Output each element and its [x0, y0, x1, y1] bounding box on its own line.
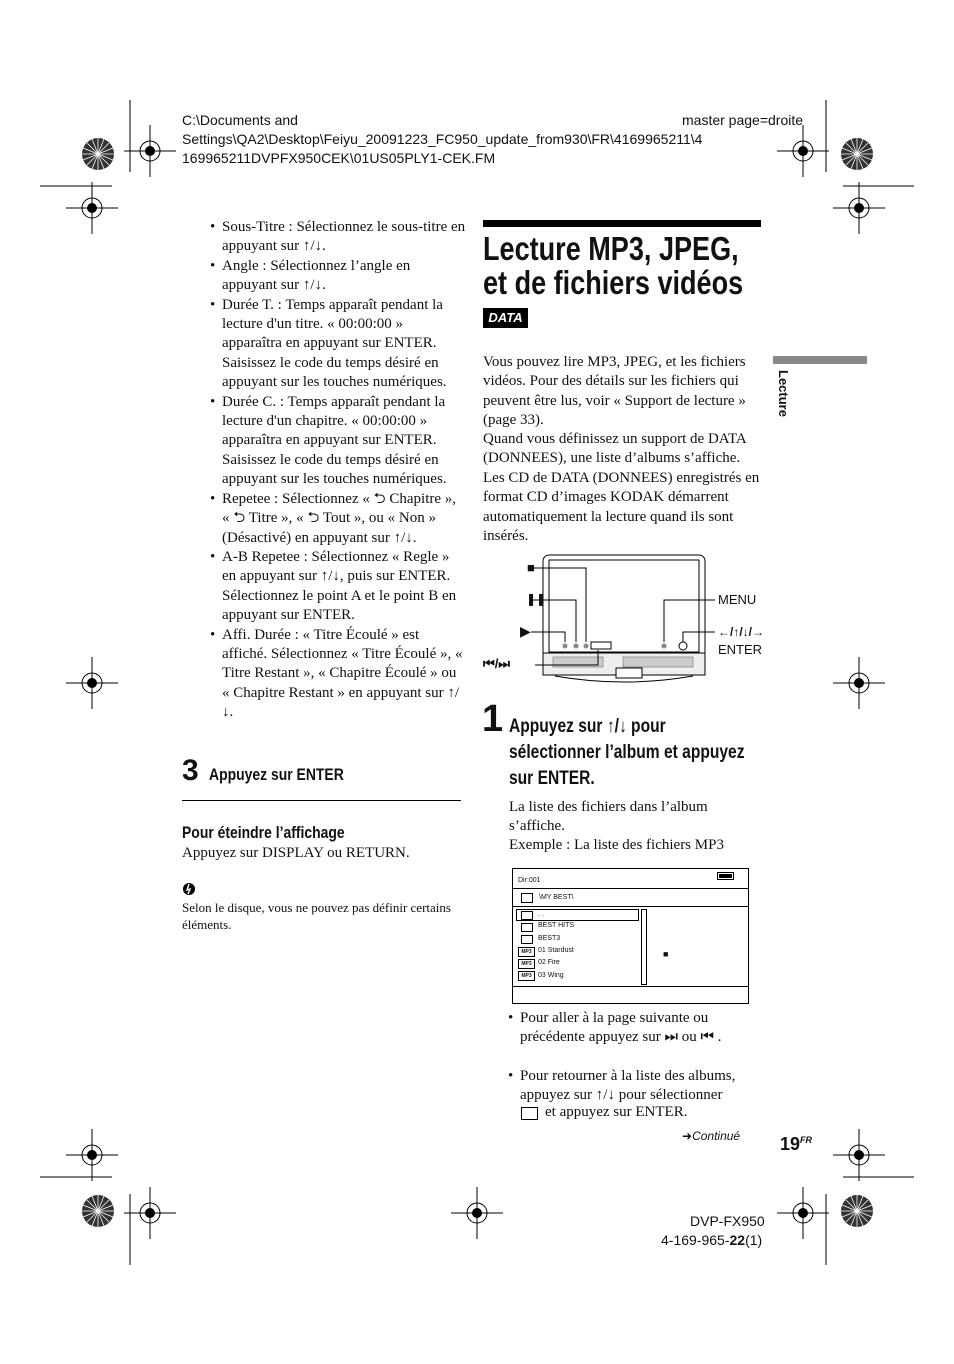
step-1-line3: sur ENTER. [509, 768, 595, 789]
tip-text: Selon le disque, vous ne pouvez pas définir certains éléments. [182, 900, 451, 932]
scrollbar [641, 909, 647, 985]
off-display-text: Appuyez sur DISPLAY ou RETURN. [182, 845, 410, 861]
section-divider [182, 800, 461, 801]
list-item: • Affi. Durée : « Titre Écoulé » est affiché. Sélectionnez « Titre Écoulé », « Titre Restant », « Chapitre Écoulé » ou « Chapitre Restant » en appuyant sur ↑/↓. [204, 626, 466, 723]
list-item: BEST HITS [538, 922, 575, 929]
page-number [780, 1134, 812, 1155]
step-1-number: 1 [482, 698, 504, 740]
folder-icon [521, 935, 533, 944]
dir-label: Dir:001 [518, 877, 541, 884]
tip-icon [183, 882, 195, 896]
title-rule [483, 220, 761, 227]
continued-arrow-icon: ➜ [682, 1129, 693, 1143]
menu-label: MENU [718, 592, 757, 607]
model-number: DVP-FX950 [690, 1213, 765, 1229]
data-badge: DATA [483, 308, 528, 328]
stop-label: ■ [527, 560, 535, 575]
step-1-desc1: La liste des fichiers dans l’album [509, 799, 708, 815]
master-page-label: master page=droite [682, 112, 804, 128]
current-path: \MY BEST\ [539, 894, 574, 901]
intro-paragraph-2: Quand vous définissez un support de DATA (DONNEES), une liste d’albums s’affiche. Les CD de DATA (DONNEES) enregistrés en format CD d’images KODAK démarrent automatiquement la lecture quand ils sont insérés. [483, 431, 760, 545]
list-item: • Durée T. : Temps apparaît pendant la lecture d'un titre. « 00:00:00 » apparaîtra en appuyant sur ENTER. Saisissez le code du temps désiré en appuyant sur les touches numériques. [204, 296, 466, 393]
step-1-line2: sélectionner l’album et appuyez [509, 742, 745, 763]
page-title-line2: et de fichiers vidéos [483, 264, 744, 301]
enter-label: ENTER [718, 642, 763, 657]
off-display-heading: Pour éteindre l’affichage [182, 823, 345, 842]
folder-icon [521, 911, 533, 920]
page-title-line1: Lecture MP3, JPEG, [483, 230, 739, 267]
step-1-desc2: s’affiche. [509, 818, 565, 834]
list-item: • A-B Repetee : Sélectionnez « Regle » en appuyant sur ↑/↓, puis sur ENTER. Sélectionnez le point A et le point B en appuyant sur ENTER. [204, 548, 466, 626]
list-item: • Durée C. : Temps apparaît pendant la lecture d'un chapitre. « 00:00:00 » apparaîtra en appuyant sur ENTER. Saisissez le code du temps désiré en appuyant sur les touches numériques. [204, 393, 466, 490]
disc-type-icon [717, 872, 734, 880]
code-prefix: 4-169-965- [661, 1232, 730, 1248]
settings-bullet-list [204, 218, 466, 723]
list-item: 01 Stardust [538, 947, 574, 954]
mp3-icon: MP3 [518, 971, 535, 981]
folder-icon [521, 893, 533, 903]
step-3-number: 3 [182, 754, 199, 787]
step-3-text: Appuyez sur ENTER [209, 765, 344, 784]
file-path-line3: 169965211DVPFX950CEK\01US05PLY1-CEK.FM [182, 150, 496, 166]
file-path-line2: Settings\QA2\Desktop\Feiyu_20091223_FC950_update_from930\FR\4169965211\4 [182, 131, 703, 147]
step-1-desc3: Exemple : La liste des fichiers MP3 [509, 837, 724, 853]
list-item: . . [538, 911, 544, 918]
page-number-lang: FR [800, 1135, 813, 1145]
play-label: ▶ [520, 623, 531, 639]
list-item: BEST3 [538, 935, 561, 942]
step-1-line1: Appuyez sur ↑/↓ pour [509, 716, 666, 737]
list-item: • Sous-Titre : Sélectionnez le sous-titre en appuyant sur ↑/↓. [204, 218, 466, 257]
intro-paragraph-1: Vous pouvez lire MP3, JPEG, et les fichiers vidéos. Pour des détails sur les fichiers qui peuvent être lus, voir « Support de lecture » (page 33). [483, 354, 746, 429]
folder-icon [521, 923, 533, 932]
side-tab-bar [773, 356, 867, 364]
file-list-screen [512, 868, 749, 1004]
list-item: • Repetee : Sélectionnez « ⮌ Chapitre », « ⮌ Titre », « ⮌ Tout », ou « Non » (Désactivé) en appuyant sur ↑/↓. [204, 490, 466, 548]
continued-text: Continué [692, 1129, 741, 1143]
selection-cursor [516, 909, 639, 921]
parent-folder-icon [521, 1107, 538, 1120]
note-next-page-text: Pour aller à la page suivante ou précédente appuyez sur ⏭ ou ⏮ . [520, 1010, 722, 1046]
code-suffix: (1) [745, 1232, 763, 1248]
note-return-albums: • Pour retourner à la liste des albums, appuyez sur ↑/↓ pour sélectionner [508, 1068, 736, 1104]
stop-indicator: ■ [663, 949, 669, 959]
note-return-albums-end: et appuyez sur ENTER. [545, 1104, 688, 1120]
document-code [661, 1232, 762, 1248]
note-return-albums-text: Pour retourner à la liste des albums, appuyez sur ↑/↓ pour sélectionner [520, 1068, 736, 1104]
note-next-page: • Pour aller à la page suivante ou précédente appuyez sur ⏭ ou ⏮ . [508, 1010, 722, 1046]
file-path-line1: C:\Documents and [182, 112, 298, 128]
side-tab-label: Lecture [776, 370, 791, 417]
list-item: • Angle : Sélectionnez l’angle en appuyant sur ↑/↓. [204, 257, 466, 296]
arrows-label: ←/↑/↓/→ [718, 625, 765, 639]
continued-label [682, 1129, 740, 1143]
pause-label: ❚❚ [526, 592, 547, 606]
mp3-icon: MP3 [518, 947, 535, 957]
mp3-icon: MP3 [518, 959, 535, 969]
list-item: 02 Fire [538, 959, 560, 966]
list-item: 03 Wing [538, 972, 564, 979]
skip-label: ⏮/⏭ [483, 656, 511, 671]
page-number-value: 19 [780, 1134, 801, 1154]
code-revision: 22 [729, 1232, 746, 1248]
